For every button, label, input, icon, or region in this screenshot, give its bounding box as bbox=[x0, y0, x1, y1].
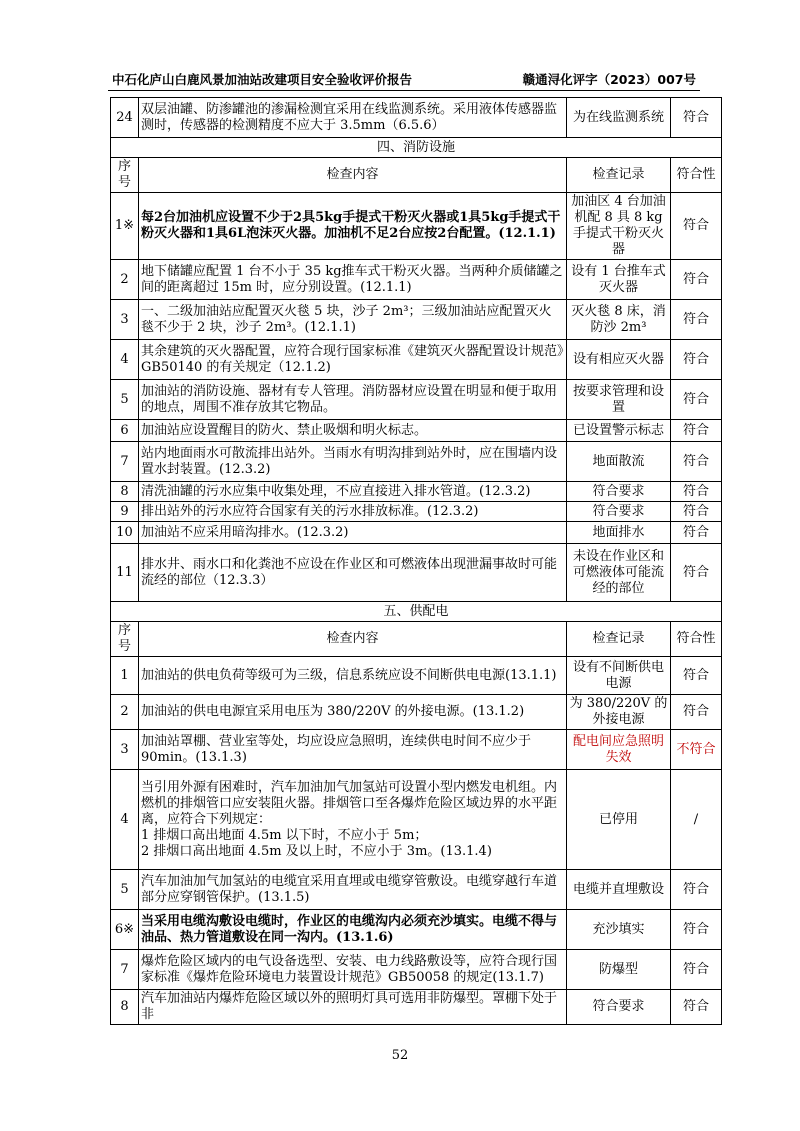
table-row bbox=[111, 990, 722, 1025]
row-content: 汽车加油加气加氢站的电缆宜采用直埋或电缆穿管敷设。电缆穿越行车道部分应穿钢管保护。(13.1.5) bbox=[139, 870, 567, 910]
row-content: 清洗油罐的污水应集中收集处理，不应直接进入排水管道。(12.3.2) bbox=[139, 482, 567, 502]
table-row bbox=[111, 420, 722, 442]
column-header: 序号 bbox=[111, 622, 139, 657]
row-result: 符合 bbox=[671, 193, 722, 260]
row-record: 符合要求 bbox=[567, 502, 671, 522]
row-result: 符合 bbox=[671, 695, 722, 730]
table-row bbox=[111, 770, 722, 870]
row-record: 灭火毯 8 床，消防沙 2m³ bbox=[567, 300, 671, 340]
inspection-table bbox=[110, 97, 722, 1025]
row-record: 配电间应急照明失效 bbox=[567, 730, 671, 770]
table-row bbox=[111, 193, 722, 260]
row-result: 符合 bbox=[671, 522, 722, 544]
row-record: 设有相应灭火器 bbox=[567, 340, 671, 380]
table-row bbox=[111, 260, 722, 300]
row-number: 6 bbox=[111, 420, 139, 442]
row-content: 加油站罩棚、营业室等处，均应设应急照明，连续供电时间不应少于 90min。(13.1.3) bbox=[139, 730, 567, 770]
row-number: 7 bbox=[111, 442, 139, 482]
table-row bbox=[111, 950, 722, 990]
row-number: 1※ bbox=[111, 193, 139, 260]
row-record: 设有不间断供电电源 bbox=[567, 657, 671, 695]
row-record: 设有 1 台推车式灭火器 bbox=[567, 260, 671, 300]
row-number: 11 bbox=[111, 544, 139, 602]
row-result: 符合 bbox=[671, 910, 722, 950]
row-content: 其余建筑的灭火器配置，应符合现行国家标准《建筑灭火器配置设计规范》GB50140 的有关规定（12.1.2) bbox=[139, 340, 567, 380]
row-result: 不符合 bbox=[671, 730, 722, 770]
row-record: 电缆并直埋敷设 bbox=[567, 870, 671, 910]
row-content: 加油站的供电电源宜采用电压为 380/220V 的外接电源。(13.1.2) bbox=[139, 695, 567, 730]
row-result: 符合 bbox=[671, 870, 722, 910]
column-header: 检查内容 bbox=[139, 622, 567, 657]
row-content: 加油站的消防设施、器材有专人管理。消防器材应设置在明显和便于取用的地点，周围不准存放其它物品。 bbox=[139, 380, 567, 420]
row-record: 为 380/220V 的外接电源 bbox=[567, 695, 671, 730]
column-header: 序号 bbox=[111, 158, 139, 193]
table-row bbox=[111, 522, 722, 544]
header-divider bbox=[108, 90, 700, 91]
row-number: 2 bbox=[111, 260, 139, 300]
row-number: 3 bbox=[111, 730, 139, 770]
section-title: 五、供配电 bbox=[111, 602, 722, 622]
row-result: 符合 bbox=[671, 340, 722, 380]
row-number: 3 bbox=[111, 300, 139, 340]
row-number: 9 bbox=[111, 502, 139, 522]
row-content: 地下储罐应配置 1 台不小于 35 kg推车式干粉灭火器。当两种介质储罐之间的距离超过 15m 时，应分别设置。(12.1.1) bbox=[139, 260, 567, 300]
row-result: 符合 bbox=[671, 502, 722, 522]
column-header: 检查内容 bbox=[139, 158, 567, 193]
table-row bbox=[111, 300, 722, 340]
row-result: 符合 bbox=[671, 380, 722, 420]
column-header: 符合性 bbox=[671, 158, 722, 193]
section-title: 四、消防设施 bbox=[111, 138, 722, 158]
row-record: 为在线监测系统 bbox=[567, 98, 671, 138]
row-content: 当引用外源有困难时，汽车加油加气加氢站可设置小型内燃发电机组。内燃机的排烟管口应安装阻火器。排烟管口至各爆炸危险区域边界的水平距离，应符合下列规定： 1 排烟口高出地面 4.5m 以下时，不应小于 5m； 2 排烟口高出地面 4.5m 及以上时，不应小于 3m。(13.1.4) bbox=[139, 770, 567, 870]
row-record: 已设置警示标志 bbox=[567, 420, 671, 442]
table-row bbox=[111, 910, 722, 950]
column-header: 检查记录 bbox=[567, 158, 671, 193]
row-record: 加油区 4 台加油机配 8 具 8 kg手提式干粉灭火器 bbox=[567, 193, 671, 260]
column-header: 检查记录 bbox=[567, 622, 671, 657]
row-result: / bbox=[671, 770, 722, 870]
row-record: 未设在作业区和可燃液体可能流经的部位 bbox=[567, 544, 671, 602]
row-record: 充沙填实 bbox=[567, 910, 671, 950]
table-row bbox=[111, 544, 722, 602]
row-result: 符合 bbox=[671, 657, 722, 695]
table-row bbox=[111, 730, 722, 770]
row-result: 符合 bbox=[671, 98, 722, 138]
row-number: 2 bbox=[111, 695, 139, 730]
row-result: 符合 bbox=[671, 300, 722, 340]
row-number: 24 bbox=[111, 98, 139, 138]
row-number: 4 bbox=[111, 770, 139, 870]
page-header-right: 赣通浔化评字（2023）007号 bbox=[522, 72, 696, 87]
row-content: 加油站的供电负荷等级可为三级，信息系统应设不间断供电电源(13.1.1) bbox=[139, 657, 567, 695]
row-content: 爆炸危险区域内的电气设备选型、安装、电力线路敷设等，应符合现行国家标准《爆炸危险环境电力装置设计规范》GB50058 的规定(13.1.7) bbox=[139, 950, 567, 990]
row-number: 6※ bbox=[111, 910, 139, 950]
column-header-row bbox=[111, 158, 722, 193]
row-result: 符合 bbox=[671, 482, 722, 502]
row-result: 符合 bbox=[671, 420, 722, 442]
column-header-row bbox=[111, 622, 722, 657]
row-result: 符合 bbox=[671, 990, 722, 1025]
row-content: 当采用电缆沟敷设电缆时，作业区的电缆沟内必须充沙填实。电缆不得与油品、热力管道敷设在同一沟内。(13.1.6) bbox=[139, 910, 567, 950]
row-content: 站内地面雨水可散流排出站外。当雨水有明沟排到站外时，应在围墙内设置水封装置。(12.3.2) bbox=[139, 442, 567, 482]
row-content: 汽车加油站内爆炸危险区域以外的照明灯具可选用非防爆型。罩棚下处于非 bbox=[139, 990, 567, 1025]
row-number: 7 bbox=[111, 950, 139, 990]
row-content: 加油站不应采用暗沟排水。(12.3.2) bbox=[139, 522, 567, 544]
table-row bbox=[111, 695, 722, 730]
row-content: 一、二级加油站应配置灭火毯 5 块，沙子 2m³；三级加油站应配置灭火毯不少于 2 块，沙子 2m³。(12.1.1) bbox=[139, 300, 567, 340]
row-number: 5 bbox=[111, 870, 139, 910]
row-record: 已停用 bbox=[567, 770, 671, 870]
row-record: 地面排水 bbox=[567, 522, 671, 544]
row-content: 每2台加油机应设置不少于2具5kg手提式干粉灭火器或1具5kg手提式干粉灭火器和1具6L泡沫灭火器。加油机不足2台应按2台配置。(12.1.1) bbox=[139, 193, 567, 260]
column-header: 符合性 bbox=[671, 622, 722, 657]
table-row bbox=[111, 442, 722, 482]
table-row bbox=[111, 870, 722, 910]
page-header-left: 中石化庐山白鹿风景加油站改建项目安全验收评价报告 bbox=[112, 72, 413, 87]
row-result: 符合 bbox=[671, 950, 722, 990]
row-result: 符合 bbox=[671, 544, 722, 602]
row-content: 双层油罐、防渗罐池的渗漏检测宜采用在线监测系统。采用液体传感器监测时，传感器的检测精度不应大于 3.5mm（6.5.6） bbox=[139, 98, 567, 138]
row-number: 8 bbox=[111, 482, 139, 502]
row-record: 符合要求 bbox=[567, 482, 671, 502]
row-content: 排出站外的污水应符合国家有关的污水排放标准。(12.3.2) bbox=[139, 502, 567, 522]
row-number: 4 bbox=[111, 340, 139, 380]
page-number: 52 bbox=[391, 1048, 409, 1063]
row-result: 符合 bbox=[671, 442, 722, 482]
row-record: 按要求管理和设置 bbox=[567, 380, 671, 420]
table-row bbox=[111, 657, 722, 695]
table-row bbox=[111, 340, 722, 380]
section-title-row bbox=[111, 138, 722, 158]
row-number: 1 bbox=[111, 657, 139, 695]
row-content: 加油站应设置醒目的防火、禁止吸烟和明火标志。 bbox=[139, 420, 567, 442]
section-title-row bbox=[111, 602, 722, 622]
row-content: 排水井、雨水口和化粪池不应设在作业区和可燃液体出现泄漏事故时可能流经的部位（12.3.3） bbox=[139, 544, 567, 602]
row-number: 10 bbox=[111, 522, 139, 544]
row-record: 防爆型 bbox=[567, 950, 671, 990]
row-record: 地面散流 bbox=[567, 442, 671, 482]
row-number: 5 bbox=[111, 380, 139, 420]
row-result: 符合 bbox=[671, 260, 722, 300]
row-number: 8 bbox=[111, 990, 139, 1025]
table-row bbox=[111, 502, 722, 522]
table-row bbox=[111, 380, 722, 420]
row-record: 符合要求 bbox=[567, 990, 671, 1025]
table-row bbox=[111, 98, 722, 138]
table-row bbox=[111, 482, 722, 502]
